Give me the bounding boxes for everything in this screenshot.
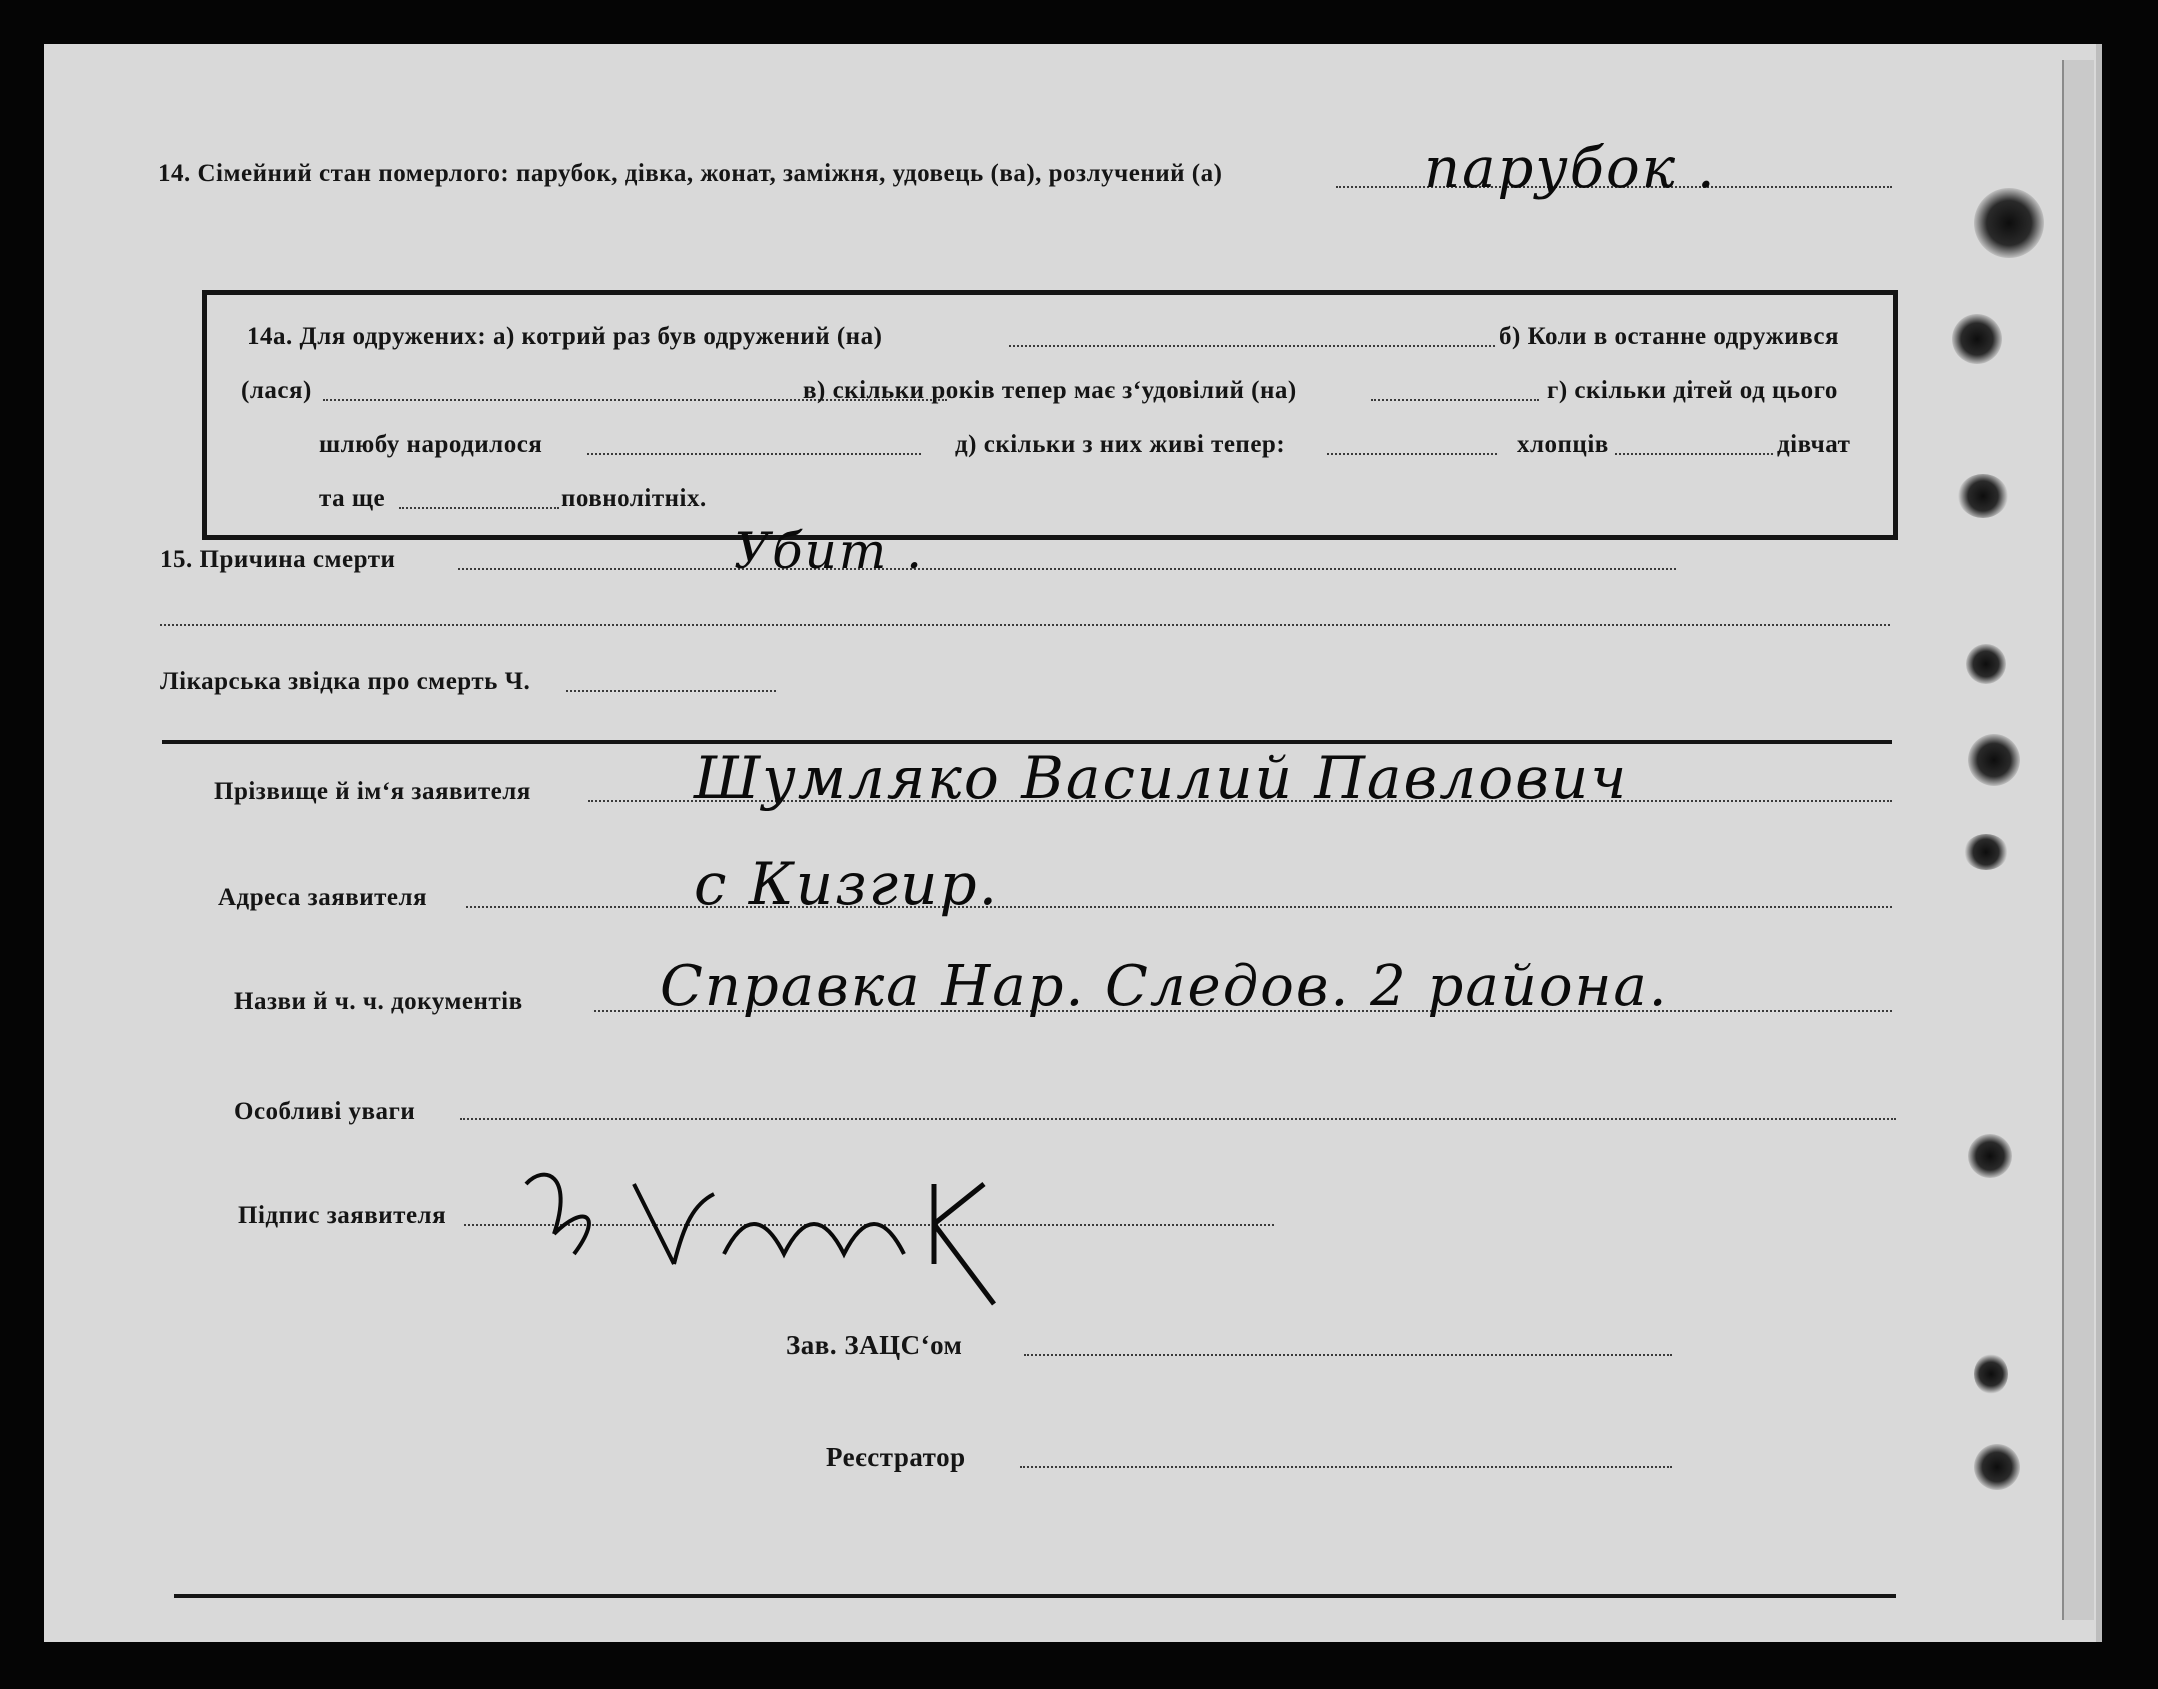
item-14a-dots-1	[1009, 345, 1495, 347]
applicant-notes-label: Особливі уваги	[234, 1098, 416, 1125]
item-14a-line4-b: повнолітніх.	[561, 485, 707, 512]
binding-hole	[1964, 834, 2008, 870]
binding-hole	[1952, 314, 2002, 364]
item-15-dotted-line-2	[160, 624, 1890, 626]
applicant-notes-dotted-line	[460, 1118, 1896, 1120]
item-14a-dots-7	[399, 507, 559, 509]
applicant-docs-value: Справка Нар. Следов. 2 района.	[660, 954, 1669, 1019]
medical-label: Лікарська звідка про смерть Ч.	[160, 668, 531, 695]
item-14a-dots-5	[1327, 453, 1497, 455]
binding-hole	[1968, 734, 2020, 786]
item-14a-line2-a: (лася)	[241, 377, 312, 404]
item-14a-line1-a: 14а. Для одружених: а) котрий раз був одружений (на)	[247, 323, 883, 350]
head-of-registry-label: Зав. ЗАЦС‘ом	[786, 1330, 963, 1360]
applicant-address-dotted-line	[466, 906, 1892, 908]
item-14a-line3-c: хлопців	[1517, 431, 1609, 458]
item-15-answer: Убит .	[734, 522, 925, 580]
binding-hole	[1974, 1444, 2020, 1490]
bottom-rule	[174, 1594, 1896, 1598]
binding-hole	[1968, 1134, 2012, 1178]
item-15-label: 15. Причина смерти	[160, 546, 396, 573]
item-14a-line2-c: г) скільки дітей од цього	[1547, 377, 1838, 404]
item-14a-line3-d: дівчат	[1777, 431, 1851, 458]
item-14a-box	[202, 290, 1898, 540]
form-sheet	[44, 44, 2102, 1642]
applicant-name-value: Шумляко Василий Павлович	[694, 744, 1629, 812]
item-14a-dots-4	[587, 453, 921, 455]
applicant-address-label: Адреса заявителя	[218, 884, 428, 911]
applicant-signature	[514, 1144, 1034, 1314]
binding-hole	[1966, 644, 2006, 684]
head-of-registry-dotted-line	[1024, 1354, 1672, 1356]
applicant-signature-label: Підпис заявителя	[238, 1202, 447, 1229]
binding-hole	[1974, 1354, 2008, 1394]
item-14a-dots-6	[1615, 453, 1773, 455]
item-14-label: 14. Сімейний стан померлого: парубок, дівка, жонат, заміжня, удовець (ва), розлучений (а)	[158, 160, 1223, 187]
stacked-page-edge	[2062, 60, 2094, 1620]
binding-hole	[1974, 188, 2044, 258]
binding-hole	[1958, 474, 2008, 518]
registrar-dotted-line	[1020, 1466, 1672, 1468]
registrar-label: Реєстратор	[826, 1442, 966, 1472]
item-14a-line3-b: д) скільки з них живі тепер:	[955, 431, 1286, 458]
item-14a-line1-b: б) Коли в останне одружився	[1499, 323, 1840, 350]
applicant-docs-label: Назви й ч. ч. документів	[234, 988, 523, 1015]
medical-dotted-line	[566, 690, 776, 692]
item-14a-line3-a: шлюбу народилося	[319, 431, 543, 458]
applicant-name-label: Прізвище й ім‘я заявителя	[214, 778, 531, 805]
item-14-answer: парубок .	[1424, 136, 1717, 201]
item-14a-dots-3	[1371, 399, 1539, 401]
item-15-dotted-line	[458, 568, 1676, 570]
applicant-address-value: с Кизгир.	[694, 850, 1000, 918]
item-14a-line4-a: та ще	[319, 485, 386, 512]
item-14a-line2-b: в) скільки років тепер має з‘удовілий (на)	[803, 377, 1297, 404]
